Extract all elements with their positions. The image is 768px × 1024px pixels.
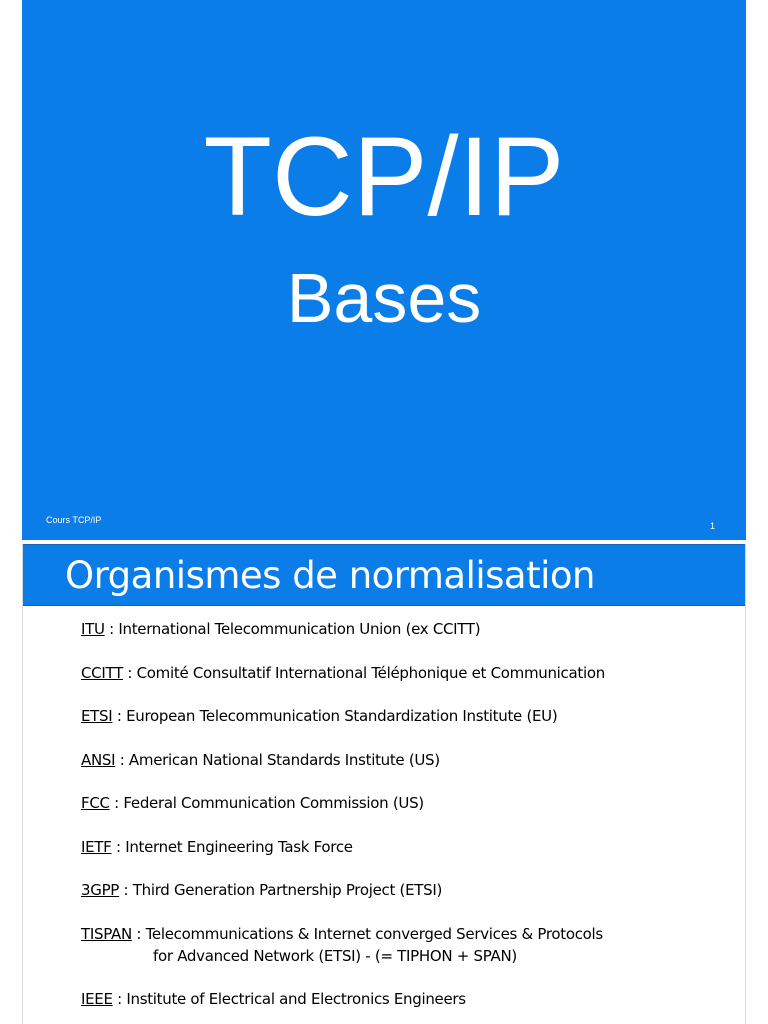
org-description: : International Telecommunication Union (ex CCITT)	[104, 620, 481, 638]
org-abbreviation: IETF	[81, 837, 112, 856]
list-item	[81, 792, 721, 814]
list-item	[81, 988, 721, 1010]
org-description: : European Telecommunication Standardization Institute (EU)	[112, 707, 558, 725]
slide-title: TCP/IP	[203, 114, 565, 239]
org-abbreviation: ITU	[81, 620, 105, 638]
list-item	[81, 618, 721, 640]
org-abbreviation: FCC	[81, 794, 110, 812]
org-description: : Institute of Electrical and Electronics Engineers	[112, 990, 466, 1008]
list-item	[81, 705, 721, 727]
organizations-slide	[22, 544, 746, 1024]
org-abbreviation: CCITT	[81, 663, 123, 682]
list-item	[81, 836, 721, 858]
slide-footer: Cours TCP/IP	[46, 515, 102, 525]
org-description: : Telecommunications & Internet converged Services & Protocols	[131, 924, 603, 943]
org-description: : Internet Engineering Task Force	[111, 837, 353, 856]
organization-list	[81, 618, 721, 1024]
slide-heading: Organismes de normalisation	[65, 554, 595, 597]
org-description: : Third Generation Partnership Project (ETSI)	[119, 881, 443, 899]
org-abbreviation: IEEE	[81, 990, 113, 1008]
org-abbreviation: ETSI	[81, 707, 113, 725]
org-description: : Comité Consultatif International Téléphonique et Communication	[122, 663, 605, 682]
list-item	[81, 749, 721, 771]
list-item	[81, 662, 721, 684]
org-description-continued: for Advanced Network (ETSI) - (= TIPHON + SPAN)	[153, 946, 517, 965]
list-item	[81, 879, 721, 901]
org-abbreviation: ANSI	[81, 750, 116, 769]
title-slide	[22, 0, 746, 540]
slide-page-number: 1	[710, 521, 716, 531]
org-description: : Federal Communication Commission (US)	[109, 794, 424, 812]
slide-header-bar	[23, 544, 745, 606]
org-abbreviation: TISPAN	[81, 924, 132, 943]
slide-subtitle: Bases	[286, 259, 482, 337]
org-description: : American National Standards Institute (US)	[115, 750, 440, 769]
org-abbreviation: 3GPP	[81, 881, 120, 899]
list-item	[81, 923, 721, 967]
